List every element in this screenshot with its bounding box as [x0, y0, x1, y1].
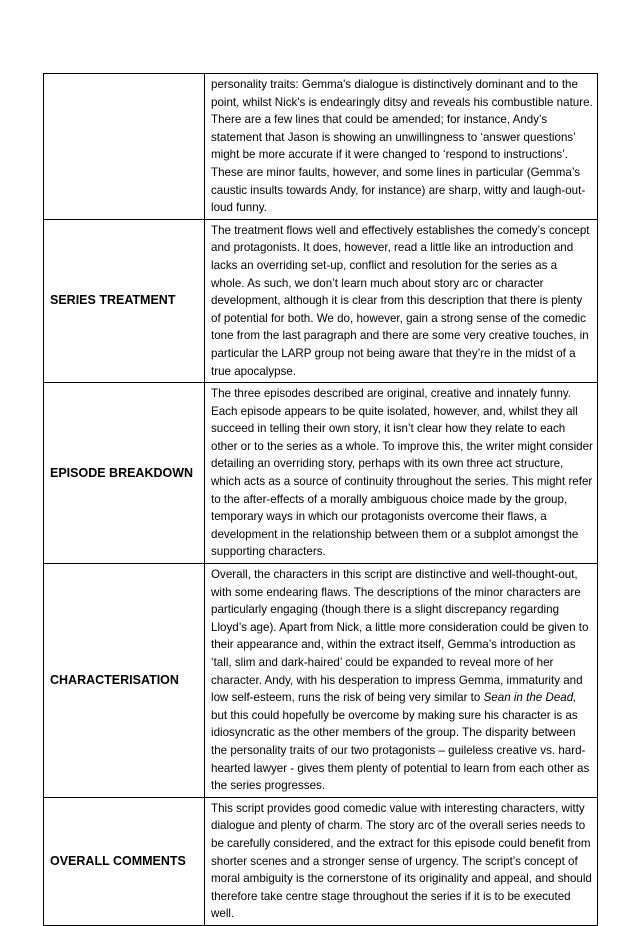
table-row	[44, 797, 598, 925]
italic-film-title: Sean in the Dead,	[483, 691, 577, 705]
feedback-document	[43, 73, 598, 926]
row-text	[205, 564, 598, 798]
row-label: SERIES TREATMENT	[44, 219, 205, 382]
text-before-italic: Overall, the characters in this script are distinctive and well-thought-out, with some endearing flaws. The descriptions of the minor characters are particularly engaging (though there is a slight discrepancy regarding Lloyd’s age). Apart from Nick, a little more consideration could be given to their appearance and, within the extract itself, Gemma’s introduction as ‘tall, slim and dark-haired’ could be expanded to reveal more of her character. Andy, with his desperation to impress Gemma, immaturity and low self-esteem, runs the risk of being very similar to	[211, 568, 589, 705]
table-row	[44, 564, 598, 798]
row-label: EPISODE BREAKDOWN	[44, 383, 205, 564]
row-label: CHARACTERISATION	[44, 564, 205, 798]
row-text: The three episodes described are original, creative and innately funny. Each episode appears to be quite isolated, however, and, whilst they all succeed in telling their own story, it isn’t clear how they relate to each other or to the series as a whole. To improve this, the writer might consider detailing an overriding story, perhaps with its own three act structure, which acts as a source of continuity throughout the series. This might refer to the after-effects of a morally ambiguous choice made by the group, temporary ways in which our protagonists overcome their flaws, a development in the relationship between them or a subplot amongst the supporting characters.	[205, 383, 598, 564]
row-text: This script provides good comedic value with interesting characters, witty dialogue and plenty of charm. The story arc of the overall series needs to be carefully considered, and the extract for this episode could benefit from shorter scenes and a stronger sense of urgency. The script’s concept of moral ambiguity is the cornerstone of its originality and appeal, and should therefore take centre stage throughout the series if it is to be executed well.	[205, 797, 598, 925]
text-after-italic: but this could hopefully be overcome by making sure his character is as idiosyncratic as the other members of the group. The disparity between the personality traits of our two protagonists – guileless creative vs. hard-hearted lawyer - gives them plenty of potential to learn from each other as the series progresses.	[211, 708, 590, 793]
table-row	[44, 383, 598, 564]
row-text: The treatment flows well and effectively establishes the comedy’s concept and protagonists. It does, however, read a little like an introduction and lacks an overriding set-up, conflict and resolution for the series as a whole. As such, we don’t learn much about story arc or character development, although it is clear from this description that there is plenty of potential for both. We do, however, gain a strong sense of the comedic tone from the last paragraph and there are some very creative touches, in particular the LARP group not being aware that they’re in the midst of a true apocalypse.	[205, 219, 598, 382]
row-text: personality traits: Gemma's dialogue is distinctively dominant and to the point, whilst Nick's is endearingly ditsy and reveals his combustible nature. There are a few lines that could be amended; for instance, Andy’s statement that Jason is showing an unwillingness to ‘answer questions’ might be more accurate if it were changed to ‘respond to instructions’. These are minor faults, however, and some lines in particular (Gemma’s caustic insults towards Andy, for instance) are sharp, witty and laugh-out-loud funny.	[205, 74, 598, 220]
row-label: OVERALL COMMENTS	[44, 797, 205, 925]
table-row	[44, 74, 598, 220]
feedback-table	[43, 73, 598, 926]
table-row	[44, 219, 598, 382]
row-label	[44, 74, 205, 220]
